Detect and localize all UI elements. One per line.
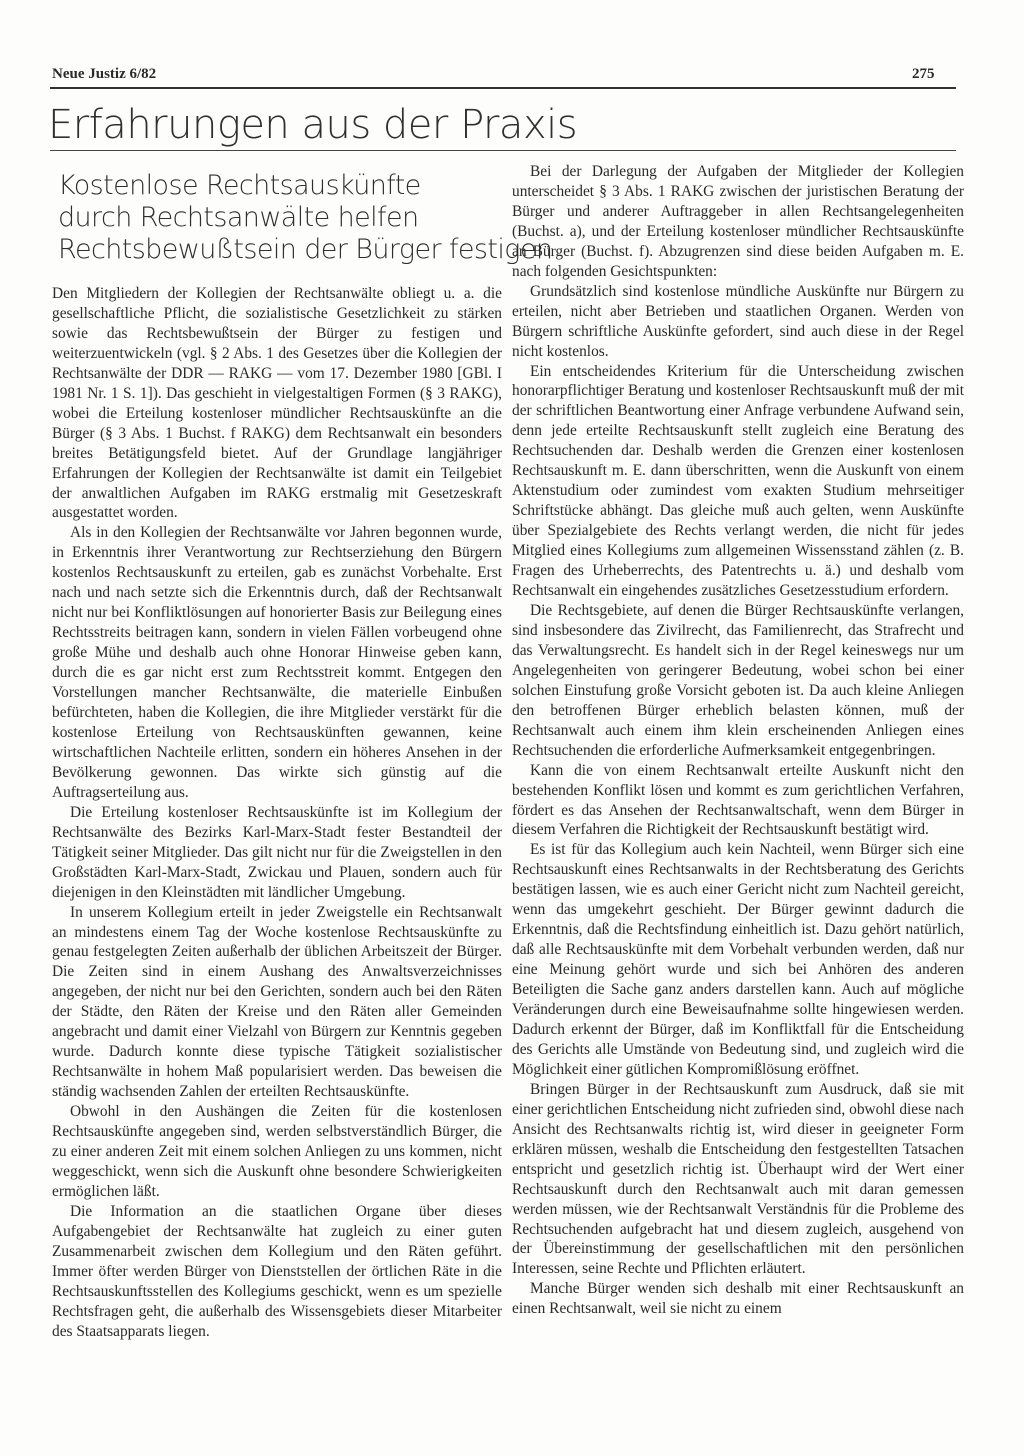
paragraph: Grundsätzlich sind kostenlose mündliche Auskünfte nur Bürgern zu erteilen, nicht aber Betrieben und staatlichen Organen. Werden von Bürgern schriftliche Auskünfte gefordert, sind auch diese in der Regel nicht kostenlos. — [512, 282, 964, 360]
paragraph: Die Rechtsgebiete, auf denen die Bürger Rechtsauskünfte verlangen, sind insbesondere das Zivilrecht, das Familienrecht, das Strafrecht und das Verwaltungsrecht. Es handelt sich in der Regel keineswegs nur um Angelegenheiten von geringerer Bedeutung, wobei schon bei einer solchen Einstufung große Vorsicht geboten ist. Da auch kleine Anliegen den betroffenen Bürger erheblich belasten können, muß der Rechtsanwalt auch einem ihm klein erscheinenden Anliegen eines Rechtsuchenden die erforderliche Aufmerksamkeit entgegenbringen. — [512, 601, 964, 759]
article-title-line: Rechtsbewußtsein der Bürger festigen — [58, 234, 553, 265]
running-head-journal: Neue Justiz 6/82 — [52, 66, 157, 82]
section-rule — [50, 150, 956, 151]
article-title-line: durch Rechtsanwälte helfen — [58, 202, 419, 233]
article-title-line: Kostenlose Rechtsauskünfte — [58, 170, 421, 201]
right-column — [512, 162, 964, 1319]
paragraph: In unserem Kollegium erteilt in jeder Zweigstelle ein Rechtsanwalt an mindestens einem Tag der Woche kostenlose Rechtsauskünfte zu genau festgelegten Zeiten außerhalb der üblichen Arbeitszeit der Bürger. Die Zeiten sind in einem Aushang des Anwaltsverzeichnisses angegeben, der nicht nur bei den Gerichten, sondern auch bei den Räten der Städte, den Räten der Kreise und den Räten aller Gemeinden angebracht und damit einer Vielzahl von Bürgern zur Kenntnis gegeben wurde. Dadurch konnte diese typische Tätigkeit sozialistischer Rechtsanwälte in hohem Maß popularisiert werden. Das beweisen die ständig wachsenden Zahlen der erteilten Rechtsauskünfte. — [52, 903, 502, 1101]
page-number: 275 — [912, 66, 935, 82]
paragraph: Die Information an die staatlichen Organe über dieses Aufgabengebiet der Rechtsanwälte hat zugleich zu einer guten Zusammenarbeit zwischen dem Kollegium und den Räten geführt. Immer öfter werden Bürger von Dienststellen der örtlichen Räte in die Rechtsauskunftsstellen des Kollegiums geschickt, wenn es um spezielle Rechtsfragen geht, die außerhalb des Wissensgebiets dieser Mitarbeiter des Staatsapparats liegen. — [52, 1202, 502, 1340]
header-rule — [50, 87, 956, 89]
paragraph: Ein entscheidendes Kriterium für die Unterscheidung zwischen honorarpflichtiger Beratung und kostenloser Rechtsauskunft muß der mit der schriftlichen Beantwortung einer Anfrage verbundene Aufwand sein, denn jede erteilte Rechtsauskunft stellt zugleich eine Beratung des Rechtsuchenden dar. Deshalb werden die Grenzen einer kostenlosen Rechtsauskunft m. E. dann überschritten, wenn die Auskunft von einem Aktenstudium oder zumindest vom exakten Studium mehrseitiger Schriftstücke abhängt. Das gleiche muß auch gelten, wenn Auskünfte über Spezialgebiete des Rechts verlangt werden, die nicht für jedes Mitglied eines Kollegiums zum allgemeinen Wissensstand zählen (z. B. Fragen des Urheberrechts, des Patentrechts u. ä.) und deshalb vom Rechtsanwalt ein eingehendes zusätzliches Gesetzesstudium erfordern. — [512, 362, 964, 600]
paragraph: Den Mitgliedern der Kollegien der Rechtsanwälte obliegt u. a. die gesellschaftliche Pflicht, die sozialistische Gesetzlichkeit zu stärken sowie das Rechtsbewußtsein der Bürger zu festigen und weiterzuentwickeln (vgl. § 2 Abs. 1 des Gesetzes über die Kollegien der Rechtsanwälte der DDR — RAKG — vom 17. Dezember 1980 [GBl. I 1981 Nr. 1 S. 1]). Das geschieht in vielgestaltigen Formen (§ 3 RAKG), wobei die Erteilung kostenloser mündlicher Rechtsauskünfte an die Bürger (§ 3 Abs. 1 Buchst. f RAKG) dem Rechtsanwalt ein besonders breites Betätigungsfeld bietet. Auf der Grundlage langjähriger Erfahrungen der Kollegien der Rechtsanwälte ist damit ein Teilgebiet der anwaltlichen Aufgaben im RAKG erstmalig mit Gesetzeskraft ausgestattet worden. — [52, 285, 502, 522]
paragraph: Manche Bürger wenden sich deshalb mit einer Rechtsauskunft an einen Rechtsanwalt, weil sie nicht zu einem — [512, 1280, 964, 1318]
paragraph: Kann die von einem Rechtsanwalt erteilte Auskunft nicht den bestehenden Konflikt lösen und kommt es zum gerichtlichen Verfahren, fördert es das Ansehen der Rechtsanwaltschaft, wenn dem Bürger in diesem Verfahren die Richtigkeit der Rechtsauskunft bestätigt wird. — [512, 761, 964, 839]
paragraph: Bei der Darlegung der Aufgaben der Mitglieder der Kollegien unterscheidet § 3 Abs. 1 RAKG zwischen der juristischen Beratung der Bürger und anderer Auftraggeber in allen Rechtsangelegenheiten (Buchst. a), und der Erteilung kostenloser mündlicher Rechtsauskünfte an Bürger (Buchst. f). Abzugrenzen sind diese beiden Aufgaben m. E. nach folgenden Gesichtspunkten: — [512, 163, 964, 280]
paragraph: Die Erteilung kostenloser Rechtsauskünfte ist im Kollegium der Rechtsanwälte des Bezirks Karl-Marx-Stadt fester Bestandteil der Tätigkeit seiner Mitglieder. Das gilt nicht nur für die Zweigstellen in den Großstädten Karl-Marx-Stadt, Zwickau und Plauen, sondern auch für diejenigen in den Kleinstädten mit ländlicher Umgebung. — [52, 803, 502, 901]
article-title — [58, 170, 553, 266]
paragraph: Obwohl in den Aushängen die Zeiten für die kostenlosen Rechtsauskünfte angegeben sind, werden selbstverständlich Bürger, die zu einer anderen Zeit mit einem solchen Anliegen zu uns kommen, nicht weggeschickt, wenn sich die Auskunft ohne besondere Schwierigkeiten ermöglichen läßt. — [52, 1103, 502, 1200]
paragraph: Als in den Kollegien der Rechtsanwälte vor Jahren begonnen wurde, in Erkenntnis ihrer Verantwortung zur Rechtserziehung den Bürgern kostenlos Rechtsauskunft zu erteilen, gab es zunächst Vorbehalte. Erst nach und nach setzte sich die Erkenntnis durch, daß der Rechtsanwalt nicht nur bei Konfliktlösungen auf honorierter Basis zur Beilegung eines Rechtsstreits beitragen kann, sondern in vielen Fällen vorbeugend ohne große Mühe und deshalb auch ohne Honorar Hinweise geben kann, durch die es gar nicht erst zum Rechtsstreit kommt. Entgegen den Vorstellungen mancher Rechtsanwälte, die materielle Einbußen befürchteten, haben die Kollegien, die ihre Mitglieder verstärkt für die kostenlose Erteilung von Rechtsauskünften gewannen, keine wirtschaftlichen Nachteile erlitten, sondern ein höheres Ansehen in der Bevölkerung gewonnen. Das wirkte sich günstig auf die Auftragserteilung aus. — [52, 524, 502, 801]
section-title: Erfahrungen aus der Praxis — [48, 102, 578, 148]
left-column — [52, 284, 502, 1342]
paragraph: Bringen Bürger in der Rechtsauskunft zum Ausdruck, daß sie mit einer gerichtlichen Entscheidung nicht zufrieden sind, obwohl diese nach Ansicht des Rechtsanwalts richtig ist, wird dieser in geeigneter Form erklären müssen, weshalb die Entscheidung den festgestellten Tatsachen entspricht und gesetzlich richtig ist. Überhaupt wird der Wert einer Rechtsauskunft durch den Rechtsanwalt auch mit daran gemessen werden müssen, wie der Rechtsanwalt Verständnis für die Probleme des Rechtsuchenden aufgebracht hat und diesem zugleich, ausgehend von der Übereinstimmung der gesellschaftlichen mit den persönlichen Interessen, seine Rechte und Pflichten erläutert. — [512, 1080, 964, 1278]
paragraph: Es ist für das Kollegium auch kein Nachteil, wenn Bürger sich eine Rechtsauskunft eines Rechtsanwalts in der Rechtsberatung des Gerichts bestätigen lassen, wie es auch einer Gericht nicht zum Nachteil gereicht, wenn das umgekehrt geschieht. Der Bürger gewinnt dadurch die Erkenntnis, daß die Rechtsfindung einheitlich ist. Dazu gehört natürlich, daß alle Rechtsauskünfte mit dem Vorbehalt verbunden werden, daß nur eine Meinung gehört wurde und sich bei Anhören des anderen Beteiligten die Sache ganz anders darstellen kann. Auch auf mögliche Veränderungen durch eine Beweisaufnahme sollte hingewiesen werden. Dadurch erkennt der Bürger, daß im Konfliktfall für die Entscheidung des Gerichts alle Umstände von Bedeutung sind, und zugleich wird die Möglichkeit einer gütlichen Kompromißlösung eröffnet. — [512, 841, 964, 1078]
